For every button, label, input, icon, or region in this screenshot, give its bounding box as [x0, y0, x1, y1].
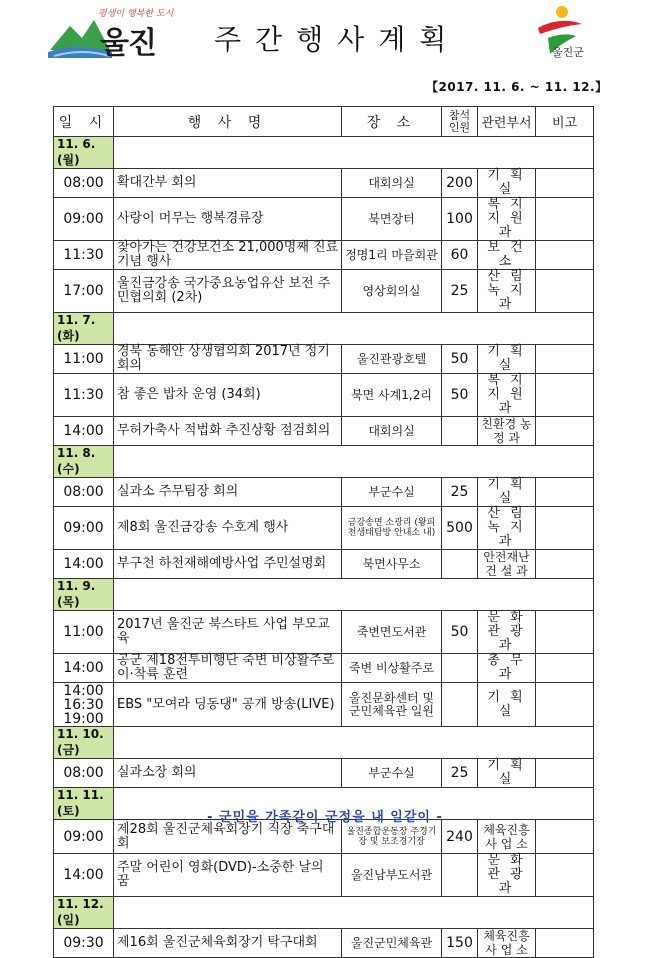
event-name: EBS "모여라 딩동댕" 공개 방송(LIVE)	[114, 683, 342, 727]
event-name: 실과소 주무팀장 회의	[114, 478, 342, 507]
event-name: 찾아가는 건강보건소 21,000명째 진료기념 행사	[114, 241, 342, 270]
day-label: 11. 6.(월)	[54, 137, 114, 169]
schedule-period: 【2017. 11. 6. ~ 11. 12.】	[426, 80, 608, 94]
event-note	[536, 611, 594, 654]
event-department: 기 획 실	[478, 169, 536, 198]
logo-word: 울진	[100, 26, 156, 61]
event-time: 11:30	[54, 241, 114, 270]
event-name: 제16회 울진군체육회장기 탁구대회	[114, 929, 342, 958]
table-row	[54, 345, 594, 374]
day-row	[54, 727, 594, 759]
table-row	[54, 759, 594, 788]
event-note	[536, 198, 594, 241]
event-place: 죽변면도서관	[342, 611, 442, 654]
event-name: 주말 어린이 영화(DVD)-소중한 날의 꿈	[114, 854, 342, 897]
event-attendees	[442, 417, 478, 446]
header-attendees: 참석 인원	[442, 107, 478, 137]
day-label: 11. 12.(일)	[54, 897, 114, 929]
event-attendees	[442, 854, 478, 897]
event-time: 14:00	[54, 854, 114, 897]
footer-slogan: - 군민을 가족같이 군정을 내 일같이 -	[207, 810, 443, 825]
table-row	[54, 417, 594, 446]
event-attendees	[442, 550, 478, 579]
event-note	[536, 929, 594, 958]
event-time: 09:00	[54, 507, 114, 550]
table-row	[54, 654, 594, 683]
event-place: 북면장터	[342, 198, 442, 241]
table-row	[54, 854, 594, 897]
event-note	[536, 417, 594, 446]
event-attendees: 25	[442, 478, 478, 507]
slogan: 평생이 행복한 도시	[98, 9, 174, 19]
event-department: 기 획 실	[478, 683, 536, 727]
event-place: 울진종합운동장 주경기장 및 보조경기장	[342, 820, 442, 854]
event-place: 부군수실	[342, 478, 442, 507]
event-place: 울진군민체육관	[342, 929, 442, 958]
header-department: 관련부서	[478, 107, 536, 137]
day-row	[54, 313, 594, 345]
event-attendees: 60	[442, 241, 478, 270]
day-row	[54, 897, 594, 929]
event-place: 정명1리 마을회관	[342, 241, 442, 270]
event-name: 2017년 울진군 북스타트 사업 부모교육	[114, 611, 342, 654]
event-name: 무허가축사 적법화 추진상황 점검회의	[114, 417, 342, 446]
event-name: 사랑이 머무는 행복경류장	[114, 198, 342, 241]
event-note	[536, 854, 594, 897]
table-header-row	[54, 107, 594, 137]
event-note	[536, 478, 594, 507]
event-place: 울진관광호텔	[342, 345, 442, 374]
day-row	[54, 137, 594, 169]
event-place: 북면 사계1,2리	[342, 374, 442, 417]
event-note	[536, 241, 594, 270]
event-note	[536, 550, 594, 579]
event-time: 17:00	[54, 270, 114, 313]
event-department: 안전재난 건 설 과	[478, 550, 536, 579]
table-row	[54, 611, 594, 654]
event-place: 대회의실	[342, 417, 442, 446]
page-title: 주간행사계획	[214, 23, 461, 56]
table-row	[54, 478, 594, 507]
county-label: 울진군	[552, 46, 584, 59]
event-place: 죽변 비상활주로	[342, 654, 442, 683]
event-department: 총 무 과	[478, 654, 536, 683]
event-name: 공군 제18전투비행단 죽변 비상활주로 이·착륙 훈련	[114, 654, 342, 683]
event-time: 14:00 16:30 19:00	[54, 683, 114, 727]
event-note	[536, 654, 594, 683]
event-time: 08:00	[54, 478, 114, 507]
event-name: 경북 동해안 상생협의회 2017년 정기회의	[114, 345, 342, 374]
day-row	[54, 446, 594, 478]
event-place: 북면사무소	[342, 550, 442, 579]
table-row	[54, 374, 594, 417]
event-attendees: 50	[442, 374, 478, 417]
event-department: 보 건 소	[478, 241, 536, 270]
table-row	[54, 550, 594, 579]
event-note	[536, 374, 594, 417]
event-attendees: 100	[442, 198, 478, 241]
day-label: 11. 8.(수)	[54, 446, 114, 478]
event-note	[536, 759, 594, 788]
table-row	[54, 683, 594, 727]
table-row	[54, 198, 594, 241]
event-name: 제8회 울진금강송 수호계 행사	[114, 507, 342, 550]
event-time: 11:30	[54, 374, 114, 417]
event-attendees: 50	[442, 345, 478, 374]
event-place: 영상회의실	[342, 270, 442, 313]
event-department: 문 화 관 광 과	[478, 854, 536, 897]
event-time: 09:00	[54, 198, 114, 241]
event-attendees: 240	[442, 820, 478, 854]
event-place: 울진문화센터 및 군민체육관 일원	[342, 683, 442, 727]
day-label: 11. 11.(토)	[54, 788, 114, 820]
event-place: 부군수실	[342, 759, 442, 788]
event-department: 체육진흥 사 업 소	[478, 820, 536, 854]
event-time: 14:00	[54, 417, 114, 446]
event-department: 산 림 녹 지 과	[478, 270, 536, 313]
event-name: 울진금강송 국가중요농업유산 보전 주민협의회 (2차)	[114, 270, 342, 313]
event-name: 제28회 울진군체육회장기 직장 축구대회	[114, 820, 342, 854]
event-attendees: 500	[442, 507, 478, 550]
event-place: 대회의실	[342, 169, 442, 198]
event-place: 금강송면 소광리 (왕피천생태탐방 안내소 내)	[342, 507, 442, 550]
table-row	[54, 507, 594, 550]
event-department: 체육진흥 사 업 소	[478, 929, 536, 958]
header	[0, 0, 650, 70]
event-note	[536, 270, 594, 313]
table-row	[54, 241, 594, 270]
event-department: 복 지 지 원 과	[478, 374, 536, 417]
event-department: 친환경 농 정 과	[478, 417, 536, 446]
table-row	[54, 270, 594, 313]
header-place: 장 소	[342, 107, 442, 137]
event-note	[536, 169, 594, 198]
event-name: 참 좋은 밥차 운영 (34회)	[114, 374, 342, 417]
table-row	[54, 929, 594, 958]
event-name: 실과소장 회의	[114, 759, 342, 788]
event-department: 기 획 실	[478, 759, 536, 788]
event-attendees: 25	[442, 270, 478, 313]
event-attendees	[442, 683, 478, 727]
header-date: 일 시	[54, 107, 114, 137]
day-row	[54, 579, 594, 611]
event-department: 문 화 관 광 과	[478, 611, 536, 654]
event-department: 기 획 실	[478, 478, 536, 507]
header-event: 행 사 명	[114, 107, 342, 137]
header-note: 비고	[536, 107, 594, 137]
event-department: 복 지 지 원 과	[478, 198, 536, 241]
event-time: 09:00	[54, 820, 114, 854]
event-attendees	[442, 654, 478, 683]
event-time: 14:00	[54, 654, 114, 683]
event-time: 11:00	[54, 345, 114, 374]
event-attendees: 25	[442, 759, 478, 788]
event-note	[536, 507, 594, 550]
schedule-table	[53, 106, 594, 958]
event-place: 울진남부도서관	[342, 854, 442, 897]
day-label: 11. 10.(금)	[54, 727, 114, 759]
event-attendees: 200	[442, 169, 478, 198]
event-department: 기 획 실	[478, 345, 536, 374]
event-note	[536, 345, 594, 374]
day-label: 11. 9.(목)	[54, 579, 114, 611]
event-attendees: 50	[442, 611, 478, 654]
event-attendees: 150	[442, 929, 478, 958]
event-time: 14:00	[54, 550, 114, 579]
event-time: 08:00	[54, 759, 114, 788]
event-note	[536, 683, 594, 727]
event-time: 11:00	[54, 611, 114, 654]
event-department: 산 림 녹 지 과	[478, 507, 536, 550]
event-time: 09:30	[54, 929, 114, 958]
day-label: 11. 7.(화)	[54, 313, 114, 345]
event-name: 확대간부 회의	[114, 169, 342, 198]
event-name: 부구천 하천재해예방사업 주민설명회	[114, 550, 342, 579]
event-time: 08:00	[54, 169, 114, 198]
table-row	[54, 169, 594, 198]
